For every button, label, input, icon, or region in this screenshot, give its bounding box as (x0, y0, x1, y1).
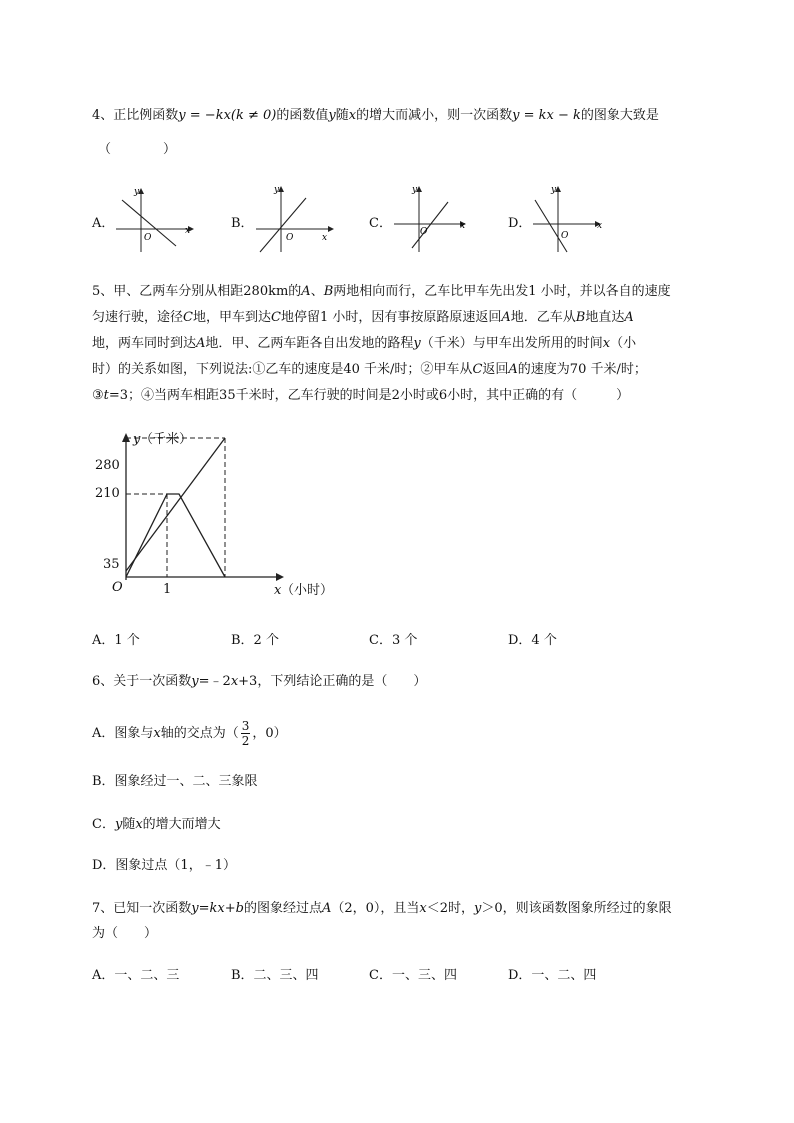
svg-text:x: x (597, 221, 603, 231)
q5-distance-time-graph (88, 428, 368, 608)
q7-option-d[interactable]: D．一、二、四 (508, 968, 597, 983)
q5-stem-line-5: ③t=3；④当两车相距35千米时，乙车行驶的时间是2小时或6小时，其中正确的有（ ） (92, 388, 630, 403)
graph-tick-35: 35 (103, 557, 120, 572)
car-jia-path (126, 494, 225, 577)
q6-option-c[interactable]: C．y随x的增大而增大 (92, 817, 221, 832)
q7-stem-line-2: 为（ ） (92, 926, 158, 941)
q4-formula-1: y = −kx(k ≠ 0) (178, 108, 277, 123)
q7-stem-line-1: 7、已知一次函数y=kx+b的图象经过点A（2，0），且当x＜2时，y＞0，则该函数图象所经过的象限 (92, 901, 672, 916)
q4-graph-a (108, 182, 198, 257)
graph-y-unit: （千米） (140, 432, 193, 447)
graph-tick-280: 280 (95, 458, 120, 473)
svg-text:O: O (420, 227, 428, 237)
q5-stem-line-3: 地，两车同时到达A地．甲、乙两车距各自出发地的路程y（千米）与甲车出发所用的时间x（小 (92, 336, 637, 351)
q4-graph-b (248, 182, 338, 257)
fraction-3-2: $\frac{3}{2}$ (241, 719, 250, 748)
svg-text:x: x (460, 221, 466, 231)
q5-option-c[interactable]: C．3 个 (369, 633, 418, 648)
q4-d-line (535, 200, 567, 252)
q5-stem-line-4: 时）的关系如图，下列说法:①乙车的速度是40 千米/时；②甲车从C返回A的速度为70 千米/时； (92, 362, 647, 377)
option-label: A． (92, 216, 115, 231)
graph-tick-x1: 1 (163, 582, 172, 597)
q7-option-c[interactable]: C．一、三、四 (369, 968, 457, 983)
q5-option-a[interactable]: A．1 个 (92, 633, 140, 648)
graph-origin: O (112, 580, 123, 595)
q5-stem-line-2: 匀速行驶，途径C地，甲车到达C地停留1 小时，因有事按原路原速返回A地．乙车从B地直达A (92, 310, 634, 325)
q7-option-a[interactable]: A．一、二、三 (92, 968, 180, 983)
q7-option-b[interactable]: B．二、三、四 (231, 968, 319, 983)
svg-text:O: O (144, 233, 152, 243)
svg-text:x: x (322, 233, 328, 243)
option-label: C． (369, 216, 392, 231)
svg-text:O: O (561, 231, 569, 241)
option-label: D． (508, 216, 532, 231)
graph-tick-210: 210 (95, 486, 120, 501)
q4-formula-2: y = kx − k (512, 108, 581, 123)
svg-text:y: y (134, 187, 140, 197)
q4-stem: 4、正比例函数y = −kx(k ≠ 0)的函数值y随x的增大而减小，则一次函数y = kx − k的图象大致是 (92, 108, 659, 123)
option-label: B． (231, 216, 254, 231)
q6-option-d[interactable]: D．图象过点（1，﹣1） (92, 858, 236, 873)
q6-stem: 6、关于一次函数y=﹣2x+3，下列结论正确的是（ ） (92, 674, 427, 689)
q4-paren: （ ） (98, 142, 177, 157)
q5-stem-line-1: 5、甲、乙两车分别从相距280km的A、B两地相向而行，乙车比甲车先出发1 小时，并以各自的速度 (92, 284, 671, 299)
svg-text:y: y (274, 185, 280, 195)
q5-option-b[interactable]: B．2 个 (231, 633, 279, 648)
q4-graph-c (386, 182, 476, 257)
svg-text:O: O (286, 233, 294, 243)
svg-text:y: y (551, 185, 557, 195)
q4-b-line (260, 198, 306, 252)
q4-c-line (412, 202, 448, 248)
graph-x-unit: （小时） (281, 583, 334, 598)
q5-option-d[interactable]: D．4 个 (508, 633, 557, 648)
graph-x-var: x (274, 583, 282, 598)
svg-text:x: x (185, 226, 191, 236)
q6-option-a[interactable]: A．图象与x轴的交点为（ $\frac{3}{2}$ ，0） (92, 719, 287, 748)
svg-text:y: y (412, 185, 418, 195)
q6-option-b[interactable]: B．图象经过一、二、三象限 (92, 774, 258, 789)
q4-graph-d (525, 182, 615, 257)
graph-y-var: y (133, 432, 141, 447)
